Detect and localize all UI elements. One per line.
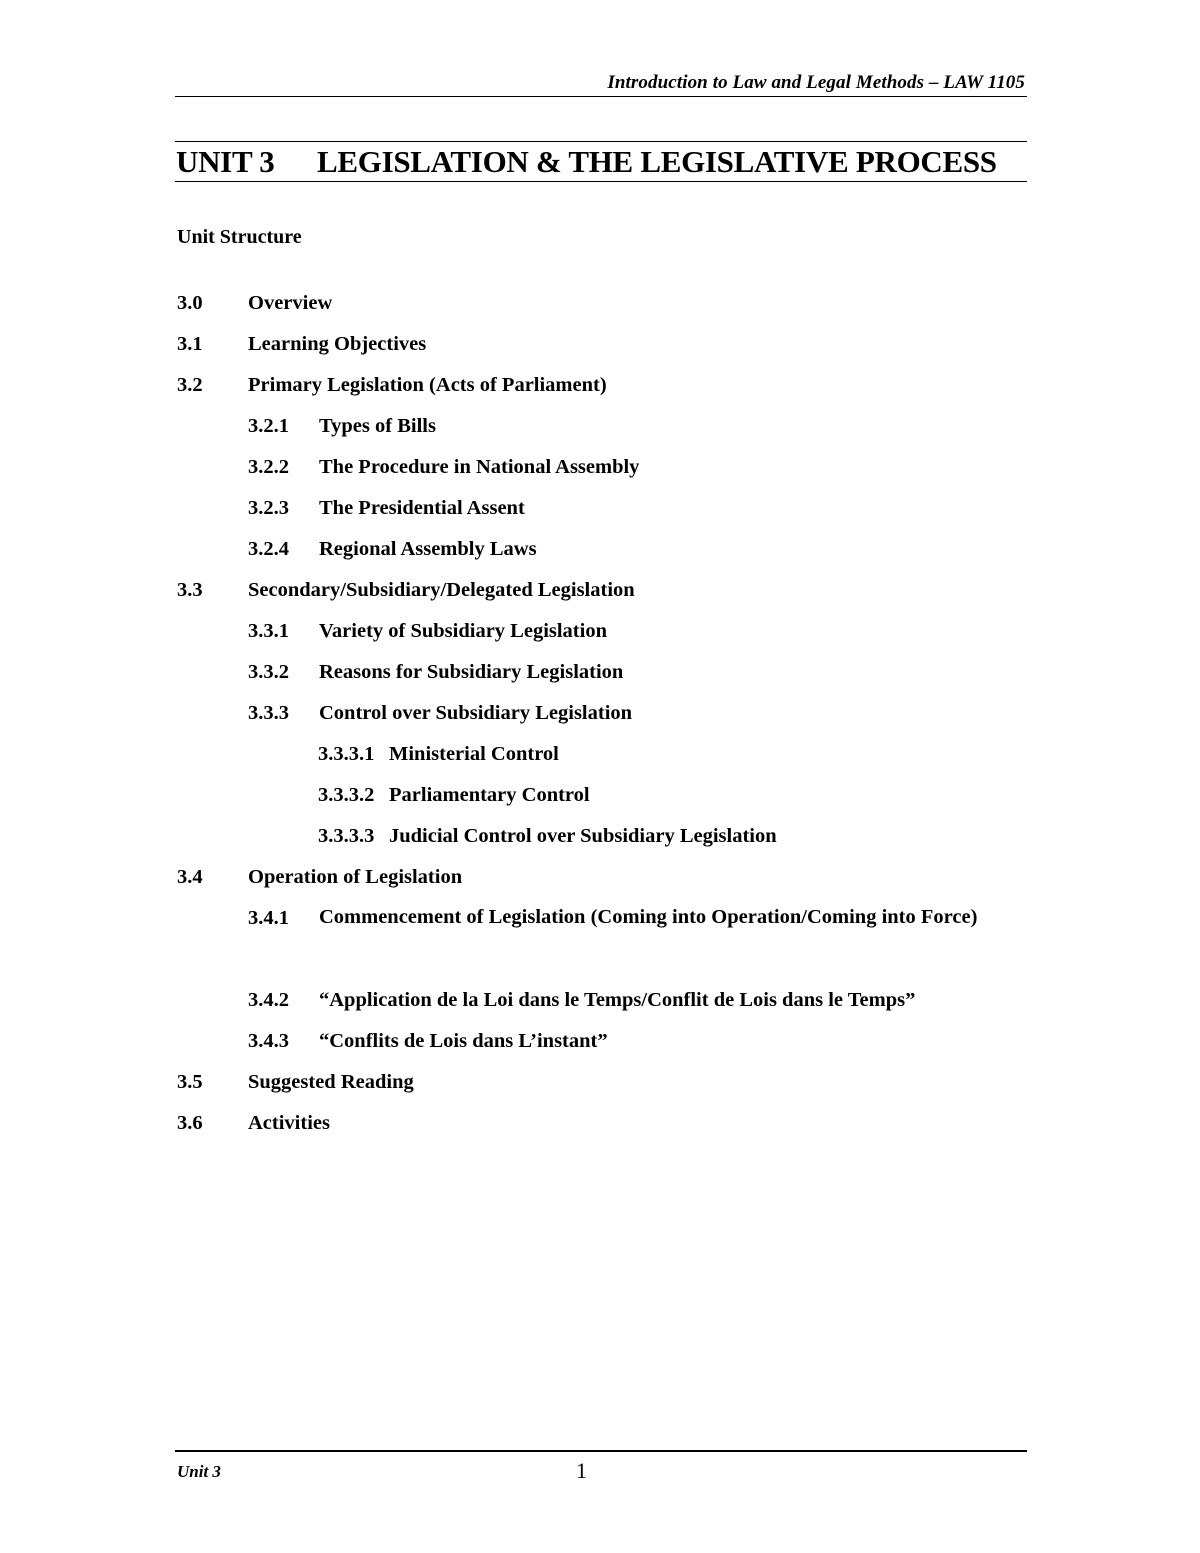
toc-label: Primary Legislation (Acts of Parliament): [248, 374, 607, 396]
toc-number: 3.1: [177, 333, 203, 355]
toc-number: 3.3.3.1: [318, 743, 375, 765]
toc-label: Regional Assembly Laws: [319, 538, 537, 560]
toc-label: Commencement of Legislation (Coming into Operation/Coming into Force): [319, 906, 978, 928]
toc-number: 3.6: [177, 1112, 203, 1134]
toc-label: Overview: [248, 292, 333, 314]
toc-label: Judicial Control over Subsidiary Legislation: [389, 825, 777, 847]
toc-number: 3.2.2: [248, 456, 289, 478]
toc-label: Control over Subsidiary Legislation: [319, 702, 633, 724]
toc-label: “Conflits de Lois dans L’instant”: [319, 1030, 608, 1052]
title-bottom-rule: [175, 181, 1027, 182]
unit-name: LEGISLATION & THE LEGISLATIVE PROCESS: [317, 144, 997, 179]
toc-number: 3.4.1: [248, 907, 289, 929]
toc-number: 3.4: [177, 866, 203, 888]
unit-structure-heading: Unit Structure: [177, 226, 302, 248]
footer-unit-label: Unit 3: [177, 1462, 221, 1481]
toc-label: Ministerial Control: [389, 743, 559, 765]
title-top-rule: [175, 141, 1027, 142]
toc-number: 3.4.2: [248, 989, 289, 1011]
toc-label: Learning Objectives: [248, 333, 427, 355]
toc-number: 3.3.3.2: [318, 784, 375, 806]
header-rule: [175, 96, 1027, 97]
toc-number: 3.0: [177, 292, 203, 314]
toc-label: Secondary/Subsidiary/Delegated Legislation: [248, 579, 635, 601]
toc-label: Reasons for Subsidiary Legislation: [319, 661, 624, 683]
unit-label: UNIT 3: [176, 144, 275, 179]
unit-title: [176, 144, 997, 180]
toc-label: “Application de la Loi dans le Temps/Conflit de Lois dans le Temps”: [319, 989, 916, 1011]
toc-number: 3.3.2: [248, 661, 289, 683]
toc-number: 3.2.4: [248, 538, 289, 560]
toc-label: Variety of Subsidiary Legislation: [319, 620, 607, 642]
toc-label: Parliamentary Control: [389, 784, 590, 806]
toc-number: 3.2.1: [248, 415, 289, 437]
toc-label: Suggested Reading: [248, 1071, 414, 1093]
toc-number: 3.2.3: [248, 497, 289, 519]
toc-number: 3.2: [177, 374, 203, 396]
toc-number: 3.4.3: [248, 1030, 289, 1052]
toc-label: The Procedure in National Assembly: [319, 456, 640, 478]
page-number: 1: [576, 1458, 587, 1483]
toc-label: Operation of Legislation: [248, 866, 463, 888]
toc-number: 3.3.1: [248, 620, 289, 642]
running-header: Introduction to Law and Legal Methods – LAW 1105: [607, 72, 1025, 93]
toc-number: 3.3: [177, 579, 203, 601]
toc-label: Activities: [248, 1112, 330, 1134]
footer-rule: [175, 1450, 1027, 1452]
toc-number: 3.3.3: [248, 702, 289, 724]
toc-number: 3.3.3.3: [318, 825, 375, 847]
toc-label: The Presidential Assent: [319, 497, 525, 519]
toc-number: 3.5: [177, 1071, 203, 1093]
toc-label: Types of Bills: [319, 415, 436, 437]
